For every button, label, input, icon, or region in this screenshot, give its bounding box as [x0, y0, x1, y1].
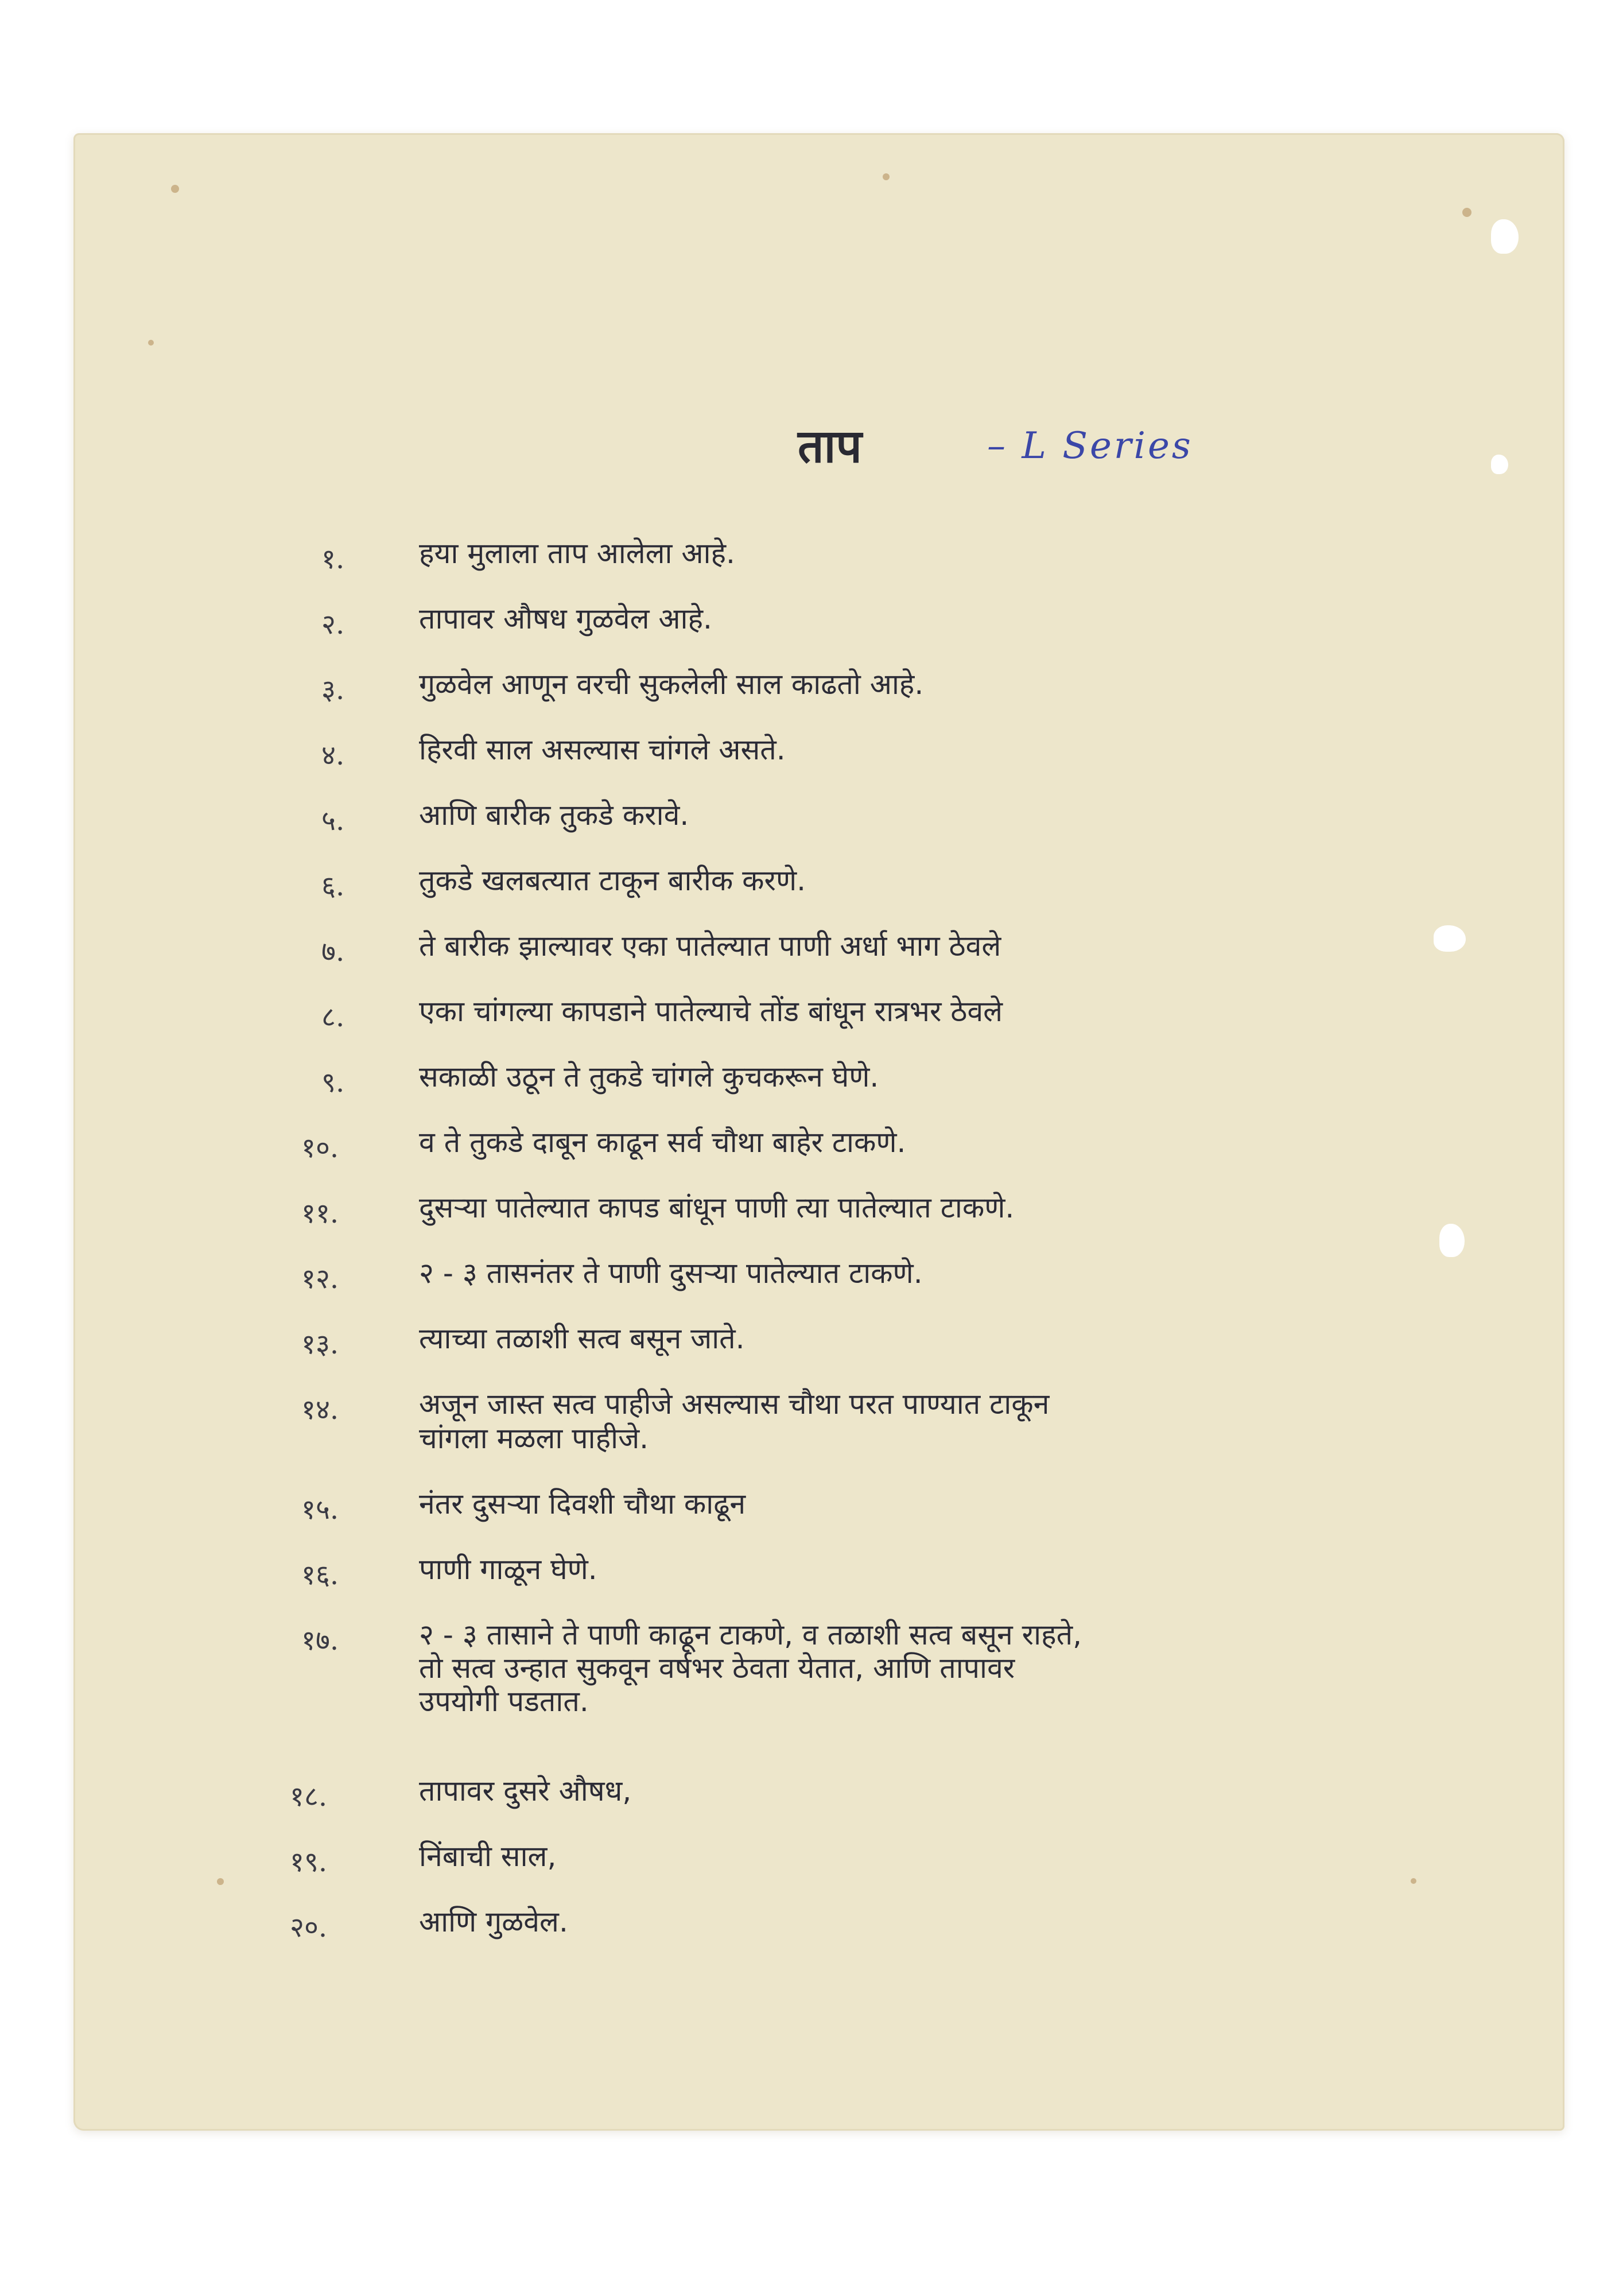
- item-number: ६.: [321, 870, 345, 902]
- item-number: ७.: [321, 936, 345, 968]
- item-number: ९.: [321, 1066, 345, 1099]
- item-number: ३.: [321, 674, 345, 706]
- item-text: तुकडे खलबत्यात टाकून बारीक करणे.: [419, 864, 806, 897]
- item-text: ते बारीक झाल्यावर एका पातेल्यात पाणी अर्धा भाग ठेवले: [419, 929, 1001, 963]
- item-text: आणि बारीक तुकडे करावे.: [419, 798, 689, 832]
- item-text: गुळवेल आणून वरची सुकलेली साल काढतो आहे.: [419, 668, 924, 701]
- paper-tear: [1439, 1224, 1465, 1257]
- item-number: १२.: [301, 1263, 339, 1295]
- item-number: १८.: [290, 1781, 328, 1813]
- item-number: १९.: [290, 1846, 328, 1878]
- item-text-continued: चांगला मळला पाहीजे.: [419, 1422, 649, 1455]
- item-text: त्याच्या तळाशी सत्व बसून जाते.: [419, 1322, 745, 1355]
- item-text: तापावर दुसरे औषध,: [419, 1774, 632, 1808]
- item-text: नंतर दुसऱ्या दिवशी चौथा काढून: [419, 1487, 746, 1521]
- document-title: ताप: [798, 420, 862, 473]
- item-number: ११.: [301, 1197, 339, 1230]
- item-number: १४.: [301, 1394, 339, 1426]
- handwritten-note: – L Series: [987, 425, 1193, 467]
- item-text: व ते तुकडे दाबून काढून सर्व चौथा बाहेर टाकणे.: [419, 1126, 906, 1159]
- stain-spot: [217, 1878, 224, 1885]
- stain-spot: [1462, 208, 1471, 217]
- item-text: पाणी गाळून घेणे.: [419, 1553, 597, 1586]
- item-text: आणि गुळवेल.: [419, 1905, 568, 1938]
- item-number: ४.: [321, 739, 345, 771]
- item-number: १३.: [301, 1328, 339, 1360]
- item-text: हिरवी साल असल्यास चांगले असते.: [419, 733, 786, 766]
- paper-tear: [1491, 455, 1508, 474]
- item-text: एका चांगल्या कापडाने पातेल्याचे तोंड बांधून रात्रभर ठेवले: [419, 995, 1003, 1028]
- paper-tear: [1491, 219, 1519, 254]
- item-text: निंबाची साल,: [419, 1840, 557, 1873]
- item-text: हया मुलाला ताप आलेला आहे.: [419, 537, 735, 570]
- item-number: १.: [321, 543, 345, 575]
- paper-tear: [1434, 925, 1466, 952]
- item-number: २०.: [290, 1911, 328, 1944]
- item-text: सकाळी उठून ते तुकडे चांगले कुचकरून घेणे.: [419, 1060, 879, 1093]
- item-number: ८.: [321, 1001, 345, 1033]
- item-text: २ - ३ तासनंतर ते पाणी दुसऱ्या पातेल्यात टाकणे.: [419, 1256, 923, 1290]
- item-text-continued: उपयोगी पडतात.: [419, 1685, 589, 1718]
- item-number: २.: [321, 608, 345, 641]
- item-text: दुसऱ्या पातेल्यात कापड बांधून पाणी त्या पातेल्यात टाकणे.: [419, 1191, 1015, 1224]
- stain-spot: [883, 173, 890, 180]
- stain-spot: [1411, 1878, 1416, 1884]
- stain-spot: [148, 340, 154, 346]
- item-text: २ - ३ तासाने ते पाणी काढून टाकणे, व तळाशी सत्व बसून राहते,: [419, 1618, 1082, 1651]
- stain-spot: [171, 185, 179, 193]
- item-number: १७.: [301, 1624, 339, 1657]
- item-number: १०.: [301, 1132, 339, 1164]
- item-number: १५.: [301, 1494, 339, 1526]
- item-text-continued: तो सत्व उन्हात सुकवून वर्षभर ठेवता येतात, आणि तापावर: [419, 1651, 1015, 1685]
- item-number: ५.: [321, 805, 345, 837]
- item-text: अजून जास्त सत्व पाहीजे असल्यास चौथा परत पाण्यात टाकून: [419, 1387, 1050, 1421]
- item-number: १६.: [301, 1559, 339, 1591]
- item-text: तापावर औषध गुळवेल आहे.: [419, 602, 712, 635]
